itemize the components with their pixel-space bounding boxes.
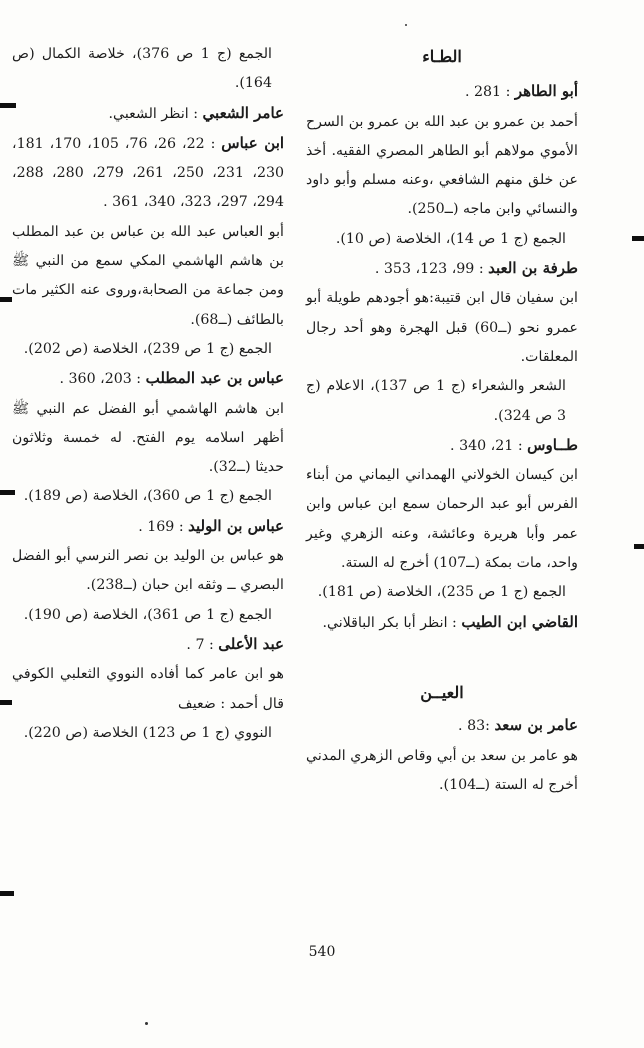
right-column [306,40,578,800]
entry-refs: :83 . [458,718,490,735]
left-column [12,40,284,748]
entry-bio: ابن هاشم الهاشمي أبو الفضل عم النبي ﷺ أظهر اسلامه يوم الفتح. له خمسة وثلاثون حديثا (ــ32). [12,400,284,476]
entry-heading [306,711,578,741]
entry-name: عبد الأعلى [218,634,284,653]
entry-heading [12,129,284,218]
entry-name: عباس بن عبد المطلب [145,369,284,388]
scan-speck [405,24,407,26]
entry-crossref: : انظر أبا بكر الباقلاني. [322,614,457,631]
page-number: 540 [308,944,336,960]
entry-refs: : 99، 123، 353 . [374,261,484,278]
entry-tarafa [306,254,578,431]
entry-amir-shabi [12,99,284,129]
section-heading-ta: الطـاء [422,47,462,66]
entry-qadi-ibn-tayyib [306,608,578,638]
entry-heading [306,77,578,107]
entry-heading [12,99,284,129]
entry-name: القاضي ابن الطيب [461,612,578,631]
entry-abu-tahir [306,77,578,254]
entry-name: ابن عباس [221,133,285,152]
entry-tawus [306,431,578,608]
entry-refs: : 7 . [186,636,214,653]
entry-name: أبو الطاهر [514,82,578,101]
left-margin-scan-mark [0,700,12,705]
entry-refs: : 281 . [464,84,511,101]
section-heading-ayn: العيــن [420,682,464,702]
entry-sources: الجمع (ج 1 ص 239)، الخلاصة (ص 202). [23,340,272,357]
entry-heading [306,608,578,638]
entry-refs: : 21، 340 . [450,437,523,454]
left-margin-scan-mark [0,297,12,302]
entry-sources: الجمع (ج 1 ص 14)، الخلاصة (ص 10). [335,230,566,247]
entry-refs: : 22، 26، 76، 105، 170، 181، 230، 231، 250، 261، 279، 280، 288، 294، 297، 323، 340، 361 . [12,135,285,211]
entry-refs: : 169 . [138,518,184,535]
entry-bio: ابن كيسان الخولاني الهمداني اليماني من أبناء الفرس أبو عبد الرحمان سمع ابن عباس وابن عمر وأبا هريرة وعائشة، وعنه الزهري وغير واحد، مات بمكة (ــ107) أخرج له الستة. [306,467,578,572]
entry-name: عامر بن سعد [494,716,578,735]
entry-heading [12,364,284,394]
entry-bio: هو عباس بن الوليد بن نصر النرسي أبو الفضل البصري ــ وثقه ابن حبان (ــ238). [12,548,284,594]
entry-name: طــاوس [527,435,578,454]
entry-sources: الجمع (ج 1 ص 235)، الخلاصة (ص 181). [317,584,566,601]
entry-heading [306,254,578,284]
entry-abd-al-ala [12,630,284,748]
entry-bio: ابن سفيان قال ابن قتيبة:هو أجودهم طويلة أبو عمرو نحو (ــ60) قبل الهجرة وهو أحد رجال المعلقات. [306,290,578,365]
left-margin-scan-mark [0,490,15,495]
entry-refs: : 203، 360 . [59,371,142,388]
entry-bio: هو ابن عامر كما أفاده النووي الثعلبي الكوفي قال أحمد : ضعيف [12,666,284,712]
entry-sources: الجمع (ج 1 ص 361)، الخلاصة (ص 190). [23,606,272,623]
entry-heading [306,431,578,461]
left-margin-scan-mark [0,891,14,896]
entry-name: طرفة بن العبد [488,259,578,278]
entry-bio: هو عامر بن سعد بن أبي وقاص الزهري المدني أخرج له الستة (ــ104). [306,747,578,793]
entry-heading [12,630,284,660]
entry-ibn-abbas [12,129,284,364]
continued-sources: الجمع (ج 1 ص 376)، خلاصة الكمال (ص 164). [12,46,272,92]
entry-abbas-ibn-abd-al-muttalib [12,364,284,511]
entry-bio: أبو العباس عبد الله بن عباس بن عبد المطلب بن هاشم الهاشمي المكي سمع من النبي ﷺ ومن جماعة من الصحابة،وروى عنه الكثير مات بالطائف (ــ68). [12,223,284,328]
right-margin-scan-mark [632,236,644,241]
entry-sources: النووي (ج 1 ص 123) الخلاصة (ص 220). [23,724,272,741]
left-margin-scan-mark [0,103,16,108]
scan-speck [145,1022,148,1025]
entry-name: عباس بن الوليد [188,516,284,535]
entry-sources: الجمع (ج 1 ص 360)، الخلاصة (ص 189). [23,488,272,505]
entry-crossref: : انظر الشعبي. [108,105,199,122]
entry-heading [12,512,284,542]
entry-abbas-ibn-al-walid [12,512,284,630]
entry-bio: أحمد بن عمرو بن عبد الله بن عمرو بن السرح الأموي مولاهم أبو الطاهر المصري الفقيه. أخذ عن خلق منهم الشافعي ،وعنه مسلم وأبو داود والنسائي وابن ماجه (ــ250). [306,113,578,218]
entry-name: عامر الشعبي [202,103,284,122]
entry-amir-ibn-saad [306,711,578,800]
entry-sources: الشعر والشعراء (ج 1 ص 137)، الاعلام (ج 3 ص 324). [306,378,566,424]
right-margin-scan-mark [634,544,644,549]
